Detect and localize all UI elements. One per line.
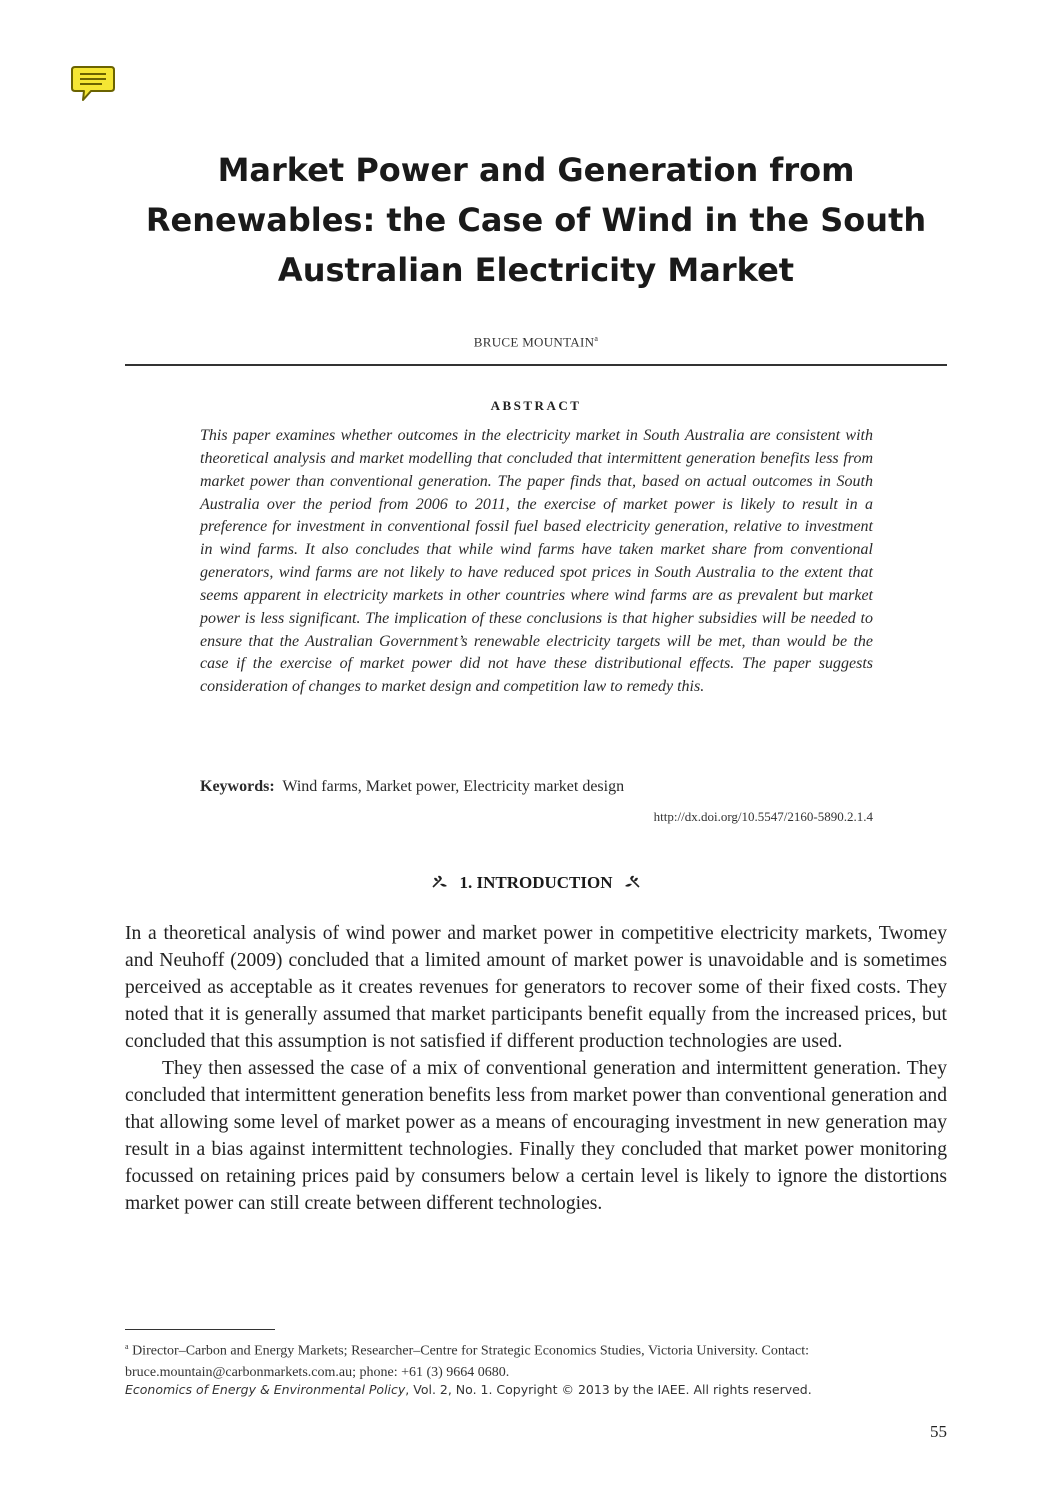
footnote-text: Director–Carbon and Energy Markets; Researcher–Centre for Strategic Economics Studies, Victoria University. Contact: bruce.mountain@carbonmarkets.com.au; phone: +61 (3) 9664 0680. <box>125 1343 809 1380</box>
footnote <box>125 1336 947 1383</box>
author-name: BRUCE MOUNTAIN <box>473 334 595 350</box>
section-heading-text: 1. INTRODUCTION <box>459 873 613 892</box>
keywords-label: Keywords: <box>200 778 275 795</box>
author-footnote-marker: a <box>594 334 599 343</box>
leaf-ornament-icon <box>431 874 449 888</box>
keywords <box>200 778 873 796</box>
journal-details: , Vol. 2, No. 1. Copyright © 2013 by the IAEE. All rights reserved. <box>405 1382 812 1397</box>
footnote-divider <box>125 1329 275 1330</box>
abstract-heading: ABSTRACT <box>490 398 582 413</box>
body-paragraph: In a theoretical analysis of wind power and market power in competitive electricity markets, Twomey and Neuhoff (2009) concluded that a limited amount of market power is unavoidable and is sometimes perceived as acceptable as it creates revenues for generators to recover some of their fixed costs. They noted that it is generally assumed that market participants benefit equally from the increased prices, but concluded that this assumption is not satisfied if different production technologies are used. <box>125 923 947 1052</box>
comment-note-icon[interactable] <box>70 64 116 104</box>
paper-title <box>125 145 947 295</box>
abstract-body: This paper examines whether outcomes in the electricity market in South Australia are consistent with theoretical analysis and market modelling that concluded that intermittent generation benefits less from market power than conventional generation. The paper finds that, based on actual outcomes in South Australia over the period from 2006 to 2011, the exercise of market power is likely to result in a preference for investment in conventional fossil fuel based electricity generation, relative to investment in wind farms. It also concludes that while wind farms have taken market share from conventional generators, wind farms are not likely to have reduced spot prices in South Australia to the extent that seems apparent in electricity markets in other countries where wind farms are as prevalent but market power is less significant. The implication of these conclusions is that higher subsidies will be needed to ensure that the Australian Government’s renewable electricity targets will be met, than would be the case if the exercise of market power did not have these distributional effects. The paper suggests consideration of changes to market design and competition law to remedy this. <box>200 427 873 696</box>
title-divider <box>125 364 947 366</box>
section-heading <box>125 873 947 893</box>
title-line: Australian Electricity Market <box>277 251 795 289</box>
author-line <box>125 334 947 350</box>
title-line: Market Power and Generation from <box>217 151 855 189</box>
journal-name: Economics of Energy & Environmental Policy <box>125 1382 406 1397</box>
journal-citation <box>125 1382 947 1397</box>
leaf-ornament-icon <box>623 874 641 888</box>
keywords-value: Wind farms, Market power, Electricity market design <box>282 778 625 795</box>
page-number: 55 <box>930 1422 947 1441</box>
footnote-marker: a <box>125 1342 129 1351</box>
doi-link[interactable]: http://dx.doi.org/10.5547/2160-5890.2.1.4 <box>653 809 873 824</box>
body-paragraph: They then assessed the case of a mix of conventional generation and intermittent generation. They concluded that intermittent generation benefits less from market power than conventional generation and that allowing some level of market power as a means of encouraging investment in new generation may result in a bias against intermittent technologies. Finally they concluded that market power monitoring focussed on retaining prices paid by consumers below a certain level is likely to ignore the distortions market power can still create between different technologies. <box>125 1058 947 1214</box>
title-line: Renewables: the Case of Wind in the South <box>145 201 927 239</box>
